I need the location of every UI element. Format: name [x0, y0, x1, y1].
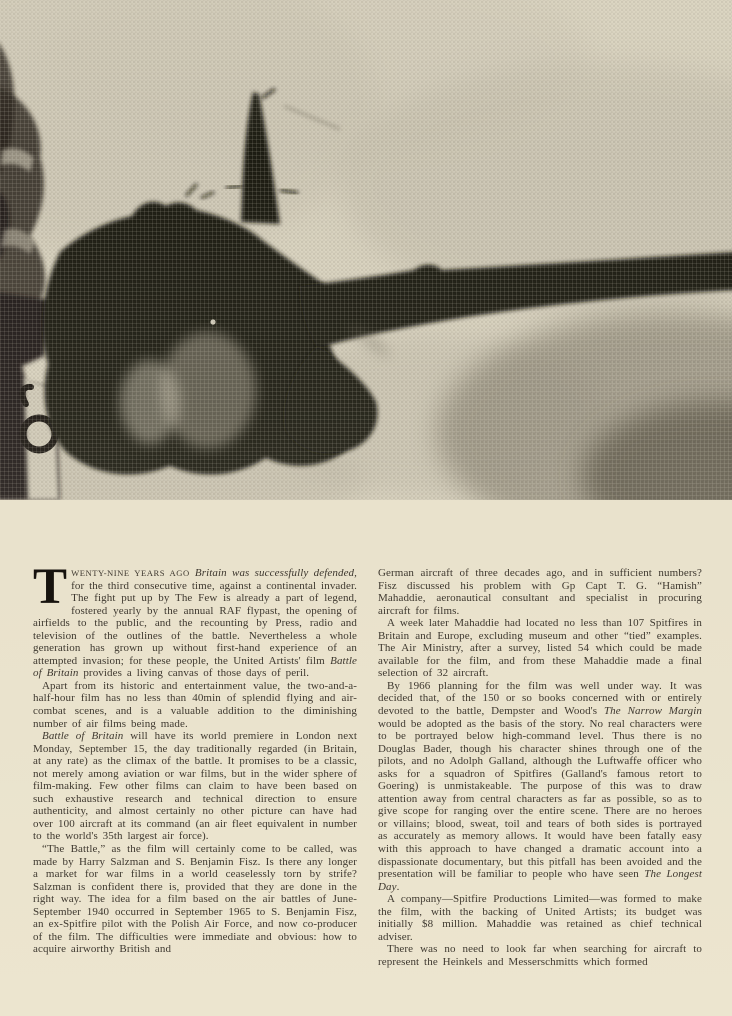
body-text: German aircraft of three decades ago, and in sufficient numbers? Fisz discussed his problem with Gp Capt T. G. “Hamish” Mahaddie, aeronautical consultant and specialist in procuring aircraft for films. [378, 567, 702, 617]
aircraft-silhouette-illustration [0, 0, 732, 500]
drop-cap: T [33, 559, 68, 615]
body-text: provides a living canvas of those days of peril. [78, 667, 310, 680]
body-text: A week later Mahaddie had located no less than 107 Spitfires in Britain and Europe, excluding museum and other “tied” examples. The Air Ministry, after a survey, listed 54 which could be made available for the film, and from these Mahaddie made a final selection of 32 aircraft. [378, 617, 702, 680]
body-text: A company—Spitfire Productions Limited—was formed to make the film, with the backing of United Artists; its budget was initially $8 million. Mahaddie was retained as chief technical adviser. [378, 893, 702, 943]
paragraph [33, 730, 357, 843]
paragraph [33, 559, 357, 680]
italic-text: Battle of Britain [33, 654, 357, 680]
body-text: for the third consecutive time, against a continental invader. The fight put up by The Few is already a part of legend, fostered yearly by the annual RAF flypast, the opening of airfields to the public, and the recounting by Press, radio and television of the outlines of the battle. Nevertheless a whole generation has grown up without first-hand experience of an attempted invasion; for these people, the United Artists' film [33, 579, 357, 667]
italic-text: The Narrow Margin [603, 705, 703, 718]
body-text: “The Battle,” as the film will certainly come to be called, was made by Harry Salzman and S. Benjamin Fisz. Is there any longer a market for war films in a world ceaselessly torn by strife? Salzman is confident there is, provided that they are done in the right way. The idea for a film based on the air battles of June-September 1940 occurred in September 1965 to S. Benjamin Fisz, an ex-Spitfire pilot with the Polish Air Force, and now co-producer of the film. The difficulties were immediate and obvious: how to acquire airworthy British and [33, 843, 357, 956]
body-text: . [396, 880, 400, 893]
body-text: By 1966 planning for the film was well under way. It was decided that, of the 150 or so books concerned with or entirely devoted to the battle, Dempster and Wood's [378, 679, 702, 718]
paragraph [378, 617, 702, 680]
column-left [33, 559, 357, 969]
column-right [378, 567, 702, 969]
paragraph [33, 843, 357, 956]
body-text: would be adopted as the basis of the story. No real characters were to be portrayed below high-command level. Thus there is no Douglas Bader, though his character shines through one of the pilots, and no Adolph Galland, although the Luftwaffe officer who asks for a squadron of Spitfires (Galland's famous retort to Goering) is unmistakeable. The purpose of this was to draw attention away from central characters as far as possible, so as to give scope for ranging over the entire scene. There are no heroes or villains; blood, sweat, toil and tears of both sides is portrayed as accurately as memory allows. It would have been fatally easy with this approach to have changed a dramatic account into a dispassionate documentary, but this pitfall has been avoided and the presentation will be familiar to people who have seen [378, 717, 702, 881]
italic-text: Battle of Britain [42, 730, 124, 743]
italic-text: Britain was successfully defended, [194, 567, 357, 579]
battle-of-britain-photo [0, 0, 732, 500]
paragraph [378, 893, 702, 943]
small-caps-lead: WENTY-NINE YEARS AGO [71, 568, 190, 578]
body-text: There was no need to look far when searching for aircraft to represent the Heinkels and Messerschmitts which formed [378, 943, 702, 968]
paragraph [378, 943, 702, 968]
paragraph [378, 567, 702, 617]
body-text: will have its world premiere in London next Monday, September 15, the day traditionally regarded (in Britain, at any rate) as the climax of the battle. It promises to be a classic, not merely among aviation or war films, but in the wider sphere of film-making. Few other films can claim to have been based on such exhaustive research and technical direction to ensure authenticity, and almost certainly no other picture can have had over 100 aircraft at its command (an air fleet equivalent in number to the world's 35th largest air force). [33, 730, 357, 843]
paragraph [378, 680, 702, 893]
body-text: Apart from its historic and entertainment value, the two-and-a-half-hour film has no less than 40min of splendid flying and air-combat scenes, and is a valuable addition to the diminishing number of air films being made. [33, 679, 357, 730]
article-body [33, 559, 703, 969]
italic-text: The Longest Day [378, 868, 702, 893]
paragraph [33, 680, 357, 730]
